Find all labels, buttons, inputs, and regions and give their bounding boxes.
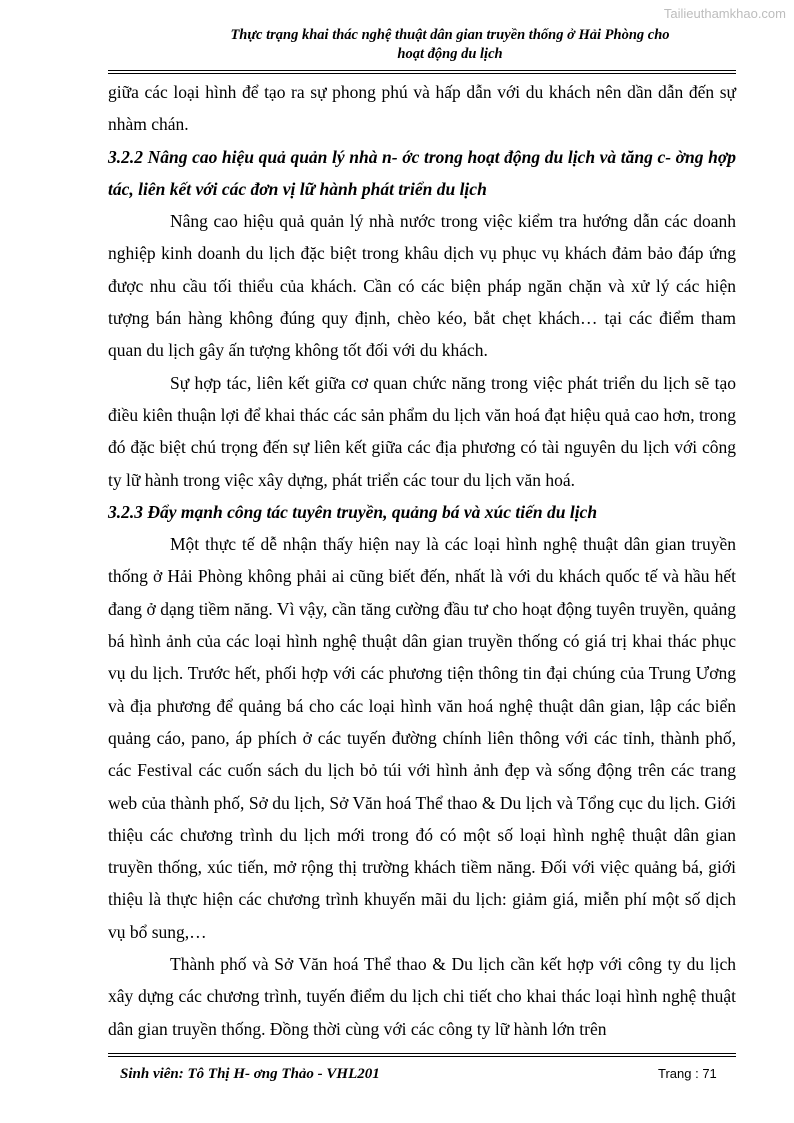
header-title-line2: hoạt động du lịch — [397, 46, 503, 62]
footer-student-name: Sinh viên: Tô Thị H- ơng Thảo - VHL201 — [120, 1066, 380, 1082]
paragraph-continuation: giữa các loại hình để tạo ra sự phong phú và hấp dẫn với du khách nên dần dẫn đến sự nhàm chán. — [108, 82, 736, 135]
section-heading-3-2-3: 3.2.3 Đẩy mạnh công tác tuyên truyền, quảng bá và xúc tiến du lịch — [108, 501, 598, 522]
header-title-line1: Thực trạng khai thác nghệ thuật dân gian truyền thống ở Hải Phòng cho — [230, 27, 670, 43]
page-number: Trang : 71 — [658, 1066, 717, 1081]
section-heading-3-2-2: 3.2.2 Nâng cao hiệu quả quản lý nhà n- ớc trong hoạt động du lịch và tăng c- ờng hợp tác, liên kết với các đơn vị lữ hành phát triển du lịch — [108, 146, 736, 199]
paragraph: Một thực tế dễ nhận thấy hiện nay là các loại hình nghệ thuật dân gian truyền thống ở Hải Phòng không phải ai cũng biết đến, nhất là với du khách quốc tế và hầu hết đang ở dạng tiềm năng. Vì vậy, cần tăng cường đầu tư cho hoạt động tuyên truyền, quảng bá hình ảnh của các loại hình nghệ thuật dân gian truyền thống có giá trị khai thác phục vụ du lịch. Trước hết, phối hợp với các phương tiện thông tin đại chúng của Trung Ương và địa phương để quảng bá cho các loại hình văn hoá nghệ thuật dân gian, lập các biển quảng cáo, pano, áp phích ở các tuyến đường chính liên thông với các tỉnh, thành phố, các Festival các cuốn sách du lịch bỏ túi với hình ảnh đẹp và sống động trên các trang web của thành phố, Sở du lịch, Sở Văn hoá Thể thao & Du lịch và Tổng cục du lịch. Giới thiệu các chương trình du lịch mới trong đó có một số loại hình nghệ thuật dân gian truyền thống, xúc tiến, mở rộng thị trường khách tiềm năng. Đối với việc quảng bá, giới thiệu là thực hiện các chương trình khuyến mãi du lịch: giảm giá, miễn phí một số dịch vụ bổ sung,… — [108, 534, 736, 942]
header-divider — [108, 70, 736, 74]
footer-divider — [108, 1053, 736, 1057]
paragraph: Thành phố và Sở Văn hoá Thể thao & Du lịch cần kết hợp với công ty du lịch xây dựng các chương trình, tuyến điểm du lịch chi tiết cho khai thác loại hình nghệ thuật dân gian truyền thống. Đồng thời cùng với các công ty lữ hành lớn trên — [108, 954, 736, 1039]
paragraph: Sự hợp tác, liên kết giữa cơ quan chức năng trong việc phát triển du lịch sẽ tạo điều kiên thuận lợi để khai thác các sản phẩm du lịch văn hoá đạt hiệu quả cao hơn, trong đó đặc biệt chú trọng đến sự liên kết giữa các địa phương có tài nguyên du lịch với công ty lữ hành trong việc xây dựng, phát triển các tour du lịch văn hoá. — [108, 372, 736, 490]
running-header — [110, 26, 790, 64]
paragraph: Nâng cao hiệu quả quản lý nhà nước trong việc kiểm tra hướng dẫn các doanh nghiệp kinh doanh du lịch đặc biệt trong khâu dịch vụ phục vụ khách đảm bảo đáp ứng được nhu cầu tối thiểu của khách. Cần có các biện pháp ngăn chặn và xử lý các hiện tượng bán hàng không đúng quy định, chèo kéo, bắt chẹt khách… tại các điểm tham quan du lịch gây ấn tượng không tốt đối với du khách. — [108, 211, 736, 361]
watermark: Tailieuthamkhao.com — [663, 6, 786, 21]
page-body — [108, 76, 736, 1045]
